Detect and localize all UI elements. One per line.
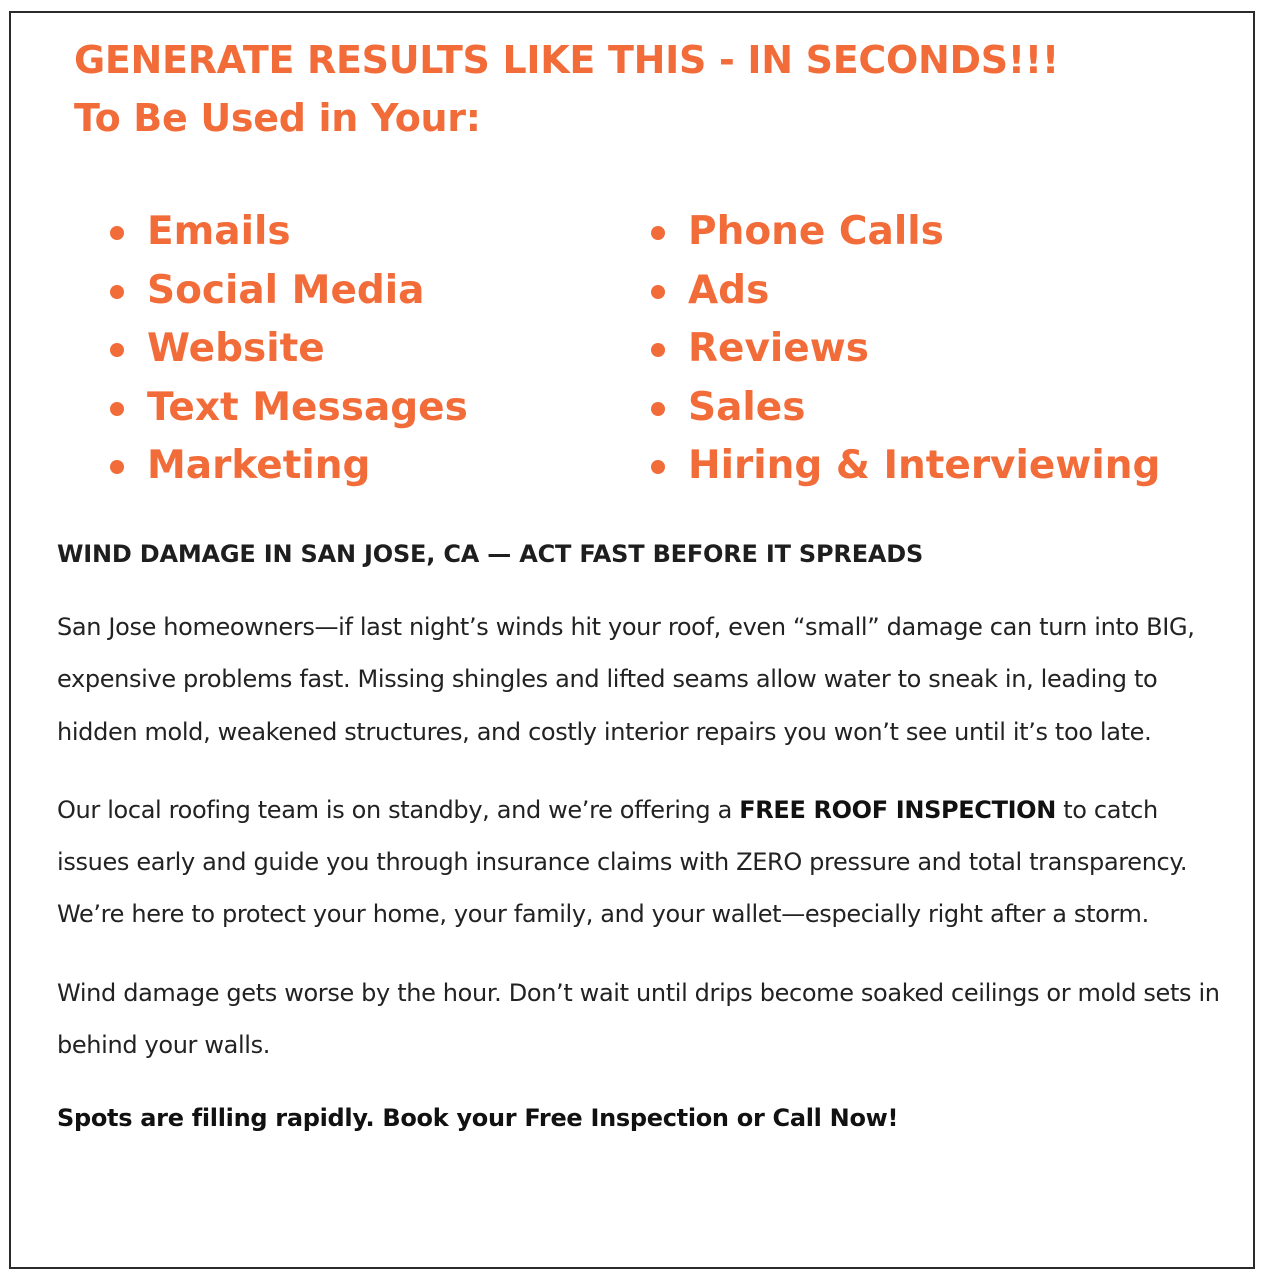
- list-item-label: Hiring & Interviewing: [688, 443, 1161, 488]
- paragraph-2-end: to catch issues early and guide you through insurance claims with ZERO pressure and total transparency. We’re here to protect your home, your family, and your wallet—especially right after a storm.: [57, 795, 1188, 929]
- free-roof-inspection-emphasis: FREE ROOF INSPECTION: [739, 795, 1056, 824]
- list-item: [107, 203, 468, 262]
- bullet-icon: [651, 343, 665, 357]
- list-item: [648, 379, 1160, 438]
- headline-line-2: To Be Used in Your:: [74, 96, 481, 140]
- headline: [74, 31, 1059, 147]
- bullet-icon: [110, 343, 124, 357]
- uses-list-left: [107, 203, 468, 496]
- list-item: [107, 379, 468, 438]
- list-item: [107, 262, 468, 321]
- bullet-icon: [651, 285, 665, 299]
- sample-copy: [57, 533, 1237, 1139]
- paragraph-2-start: Our local roofing team is on standby, and we’re offering a: [57, 795, 740, 824]
- list-item-label: Social Media: [147, 267, 425, 313]
- list-item: [648, 262, 1160, 321]
- content-frame: [9, 11, 1255, 1269]
- list-item-label: Ads: [688, 267, 770, 313]
- list-item-label: Reviews: [688, 326, 869, 371]
- list-item-label: Emails: [147, 209, 291, 254]
- list-item-label: Text Messages: [147, 384, 468, 430]
- bullet-icon: [651, 402, 665, 416]
- list-item: [107, 437, 468, 496]
- paragraph-3: Wind damage gets worse by the hour. Don’t wait until drips become soaked ceilings or mold sets in behind your walls.: [57, 978, 1220, 1060]
- list-item-label: Sales: [688, 384, 806, 430]
- list-item: [648, 320, 1160, 379]
- bullet-icon: [110, 402, 124, 416]
- list-item-label: Website: [147, 326, 325, 371]
- uses-list-right: [648, 203, 1160, 496]
- bullet-icon: [110, 226, 124, 240]
- list-item: [648, 437, 1160, 496]
- bullet-icon: [110, 285, 124, 299]
- list-item-label: Phone Calls: [688, 209, 944, 254]
- list-item-label: Marketing: [147, 443, 371, 488]
- headline-line-1: GENERATE RESULTS LIKE THIS - IN SECONDS!!!: [74, 38, 1059, 82]
- bullet-icon: [651, 460, 665, 474]
- bullet-icon: [651, 226, 665, 240]
- list-item: [648, 203, 1160, 262]
- bullet-icon: [110, 460, 124, 474]
- call-to-action: Spots are filling rapidly. Book your Free Inspection or Call Now!: [57, 1104, 899, 1133]
- sample-title: WIND DAMAGE IN SAN JOSE, CA — ACT FAST BEFORE IT SPREADS: [57, 540, 924, 568]
- paragraph-2: [57, 784, 1237, 941]
- paragraph-1: San Jose homeowners—if last night’s winds hit your roof, even “small” damage can turn into BIG, expensive problems fast. Missing shingles and lifted seams allow water to sneak in, leading to hidden mold, weakened structures, and costly interior repairs you won’t see until it’s too late.: [57, 613, 1195, 746]
- list-item: [107, 320, 468, 379]
